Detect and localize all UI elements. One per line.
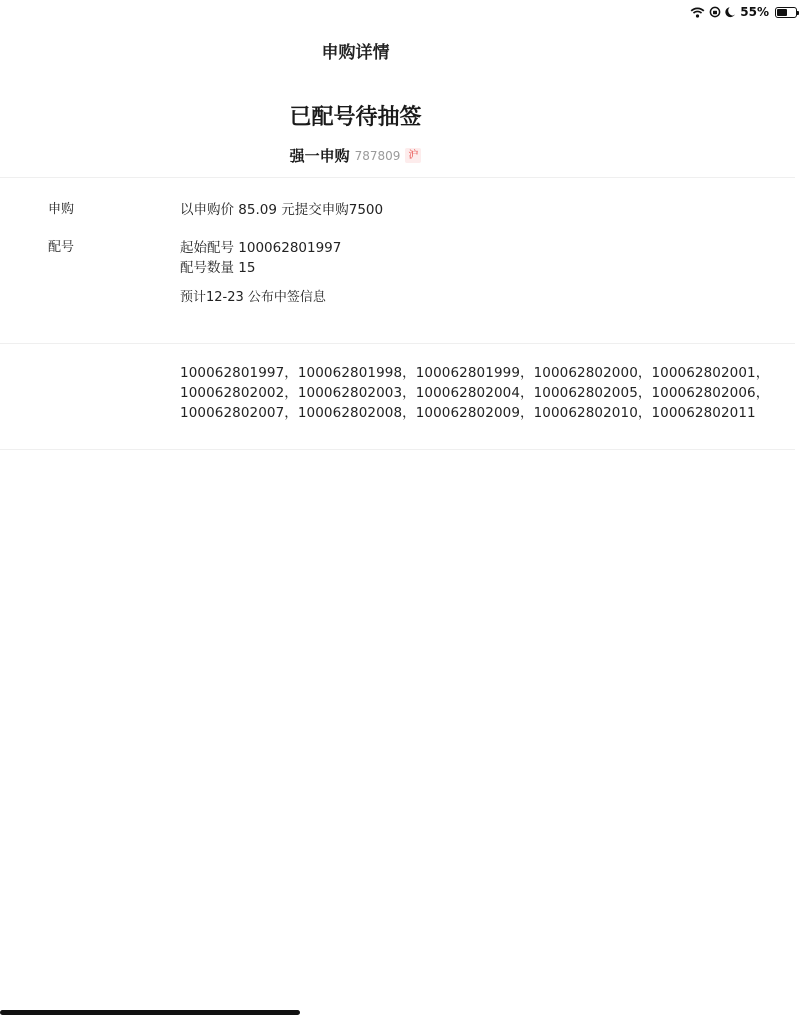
- subscribe-label: 申购: [48, 202, 75, 217]
- announce-date: 预计12-23 公布中签信息: [180, 290, 326, 305]
- subscription-status: 已配号待抽签: [289, 105, 422, 130]
- subscribe-detail: 以申购价 85.09 元提交申购7500: [180, 202, 384, 218]
- allot-count: 配号数量 15: [180, 260, 256, 276]
- divider: [0, 177, 795, 178]
- page-title: 申购详情: [321, 43, 390, 63]
- stock-name: 强一申购: [289, 147, 350, 165]
- stock-info: [0, 145, 711, 166]
- allot-label: 配号: [48, 240, 75, 255]
- divider: [0, 343, 795, 344]
- start-number: 起始配号 100062801997: [180, 240, 342, 256]
- battery-icon: [775, 7, 797, 18]
- orientation-lock-icon: [709, 6, 721, 18]
- divider: [0, 449, 795, 450]
- battery-level: [777, 9, 787, 16]
- home-indicator[interactable]: [0, 1010, 300, 1015]
- battery-percent: 55%: [740, 5, 769, 19]
- wifi-icon: [690, 7, 705, 18]
- stock-code: 787809: [354, 148, 401, 163]
- market-badge: 沪: [405, 148, 421, 163]
- allot-number-list: 100062801997，100062801998，100062801999，100062802000，100062802001，100062802002，100062802003，100062802004，100062802005，100062802006，100062802007，100062802008，100062802009，100062802010，100062802011: [180, 365, 770, 421]
- status-bar: [690, 4, 797, 20]
- do-not-disturb-icon: [725, 6, 736, 18]
